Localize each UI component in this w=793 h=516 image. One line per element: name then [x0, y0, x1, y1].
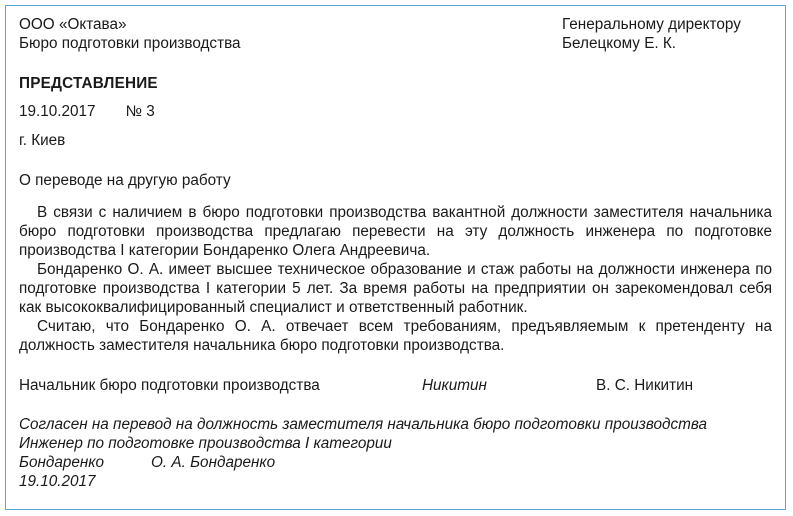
- body-paragraph: Бондаренко О. А. имеет высшее техническое образование и стаж работы на должности инженера по подготовке производства I категории 5 лет. За время работы на предприятии он зарекомендовал себя как высококвалифицированный специалист и ответственный работник.: [19, 261, 772, 316]
- sender-block: [19, 15, 399, 53]
- department-name: Бюро подготовки производства: [19, 35, 241, 52]
- consent-statement: Согласен на перевод на должность заместителя начальника бюро подготовки производства: [19, 416, 707, 433]
- signer-signature: Никитин: [422, 377, 487, 394]
- date-number-row: [19, 102, 155, 121]
- signature-row: [19, 376, 772, 395]
- addressee-name: Белецкому Е. К.: [562, 35, 677, 52]
- organization-name: ООО «Октава»: [19, 16, 127, 33]
- employee-signature: Бондаренко: [19, 454, 105, 471]
- body-paragraph: В связи с наличием в бюро подготовки производства вакантной должности заместителя начальника бюро подготовки производства предлагаю перевести на эту должность инженера по подготовке производства I категории Бондаренко Олега Андреевича.: [19, 204, 772, 259]
- document-number: № 3: [125, 103, 155, 120]
- employee-signature-row: [19, 453, 779, 472]
- signer-name: В. С. Никитин: [596, 377, 694, 394]
- document-type: ПРЕДСТАВЛЕНИЕ: [19, 75, 158, 92]
- document-subject: О переводе на другую работу: [19, 172, 231, 189]
- document-city: г. Киев: [19, 132, 66, 149]
- consent-block: [19, 415, 779, 491]
- document-body: [19, 203, 772, 355]
- consent-date: 19.10.2017: [19, 473, 96, 490]
- employee-position: Инженер по подготовке производства I категории: [19, 435, 392, 452]
- signer-position: Начальник бюро подготовки производства: [19, 377, 320, 394]
- employee-name: О. А. Бондаренко: [151, 454, 276, 471]
- addressee-block: [562, 15, 772, 53]
- body-paragraph: Считаю, что Бондаренко О. А. отвечает всем требованиям, предъявляемым к претенденту на должность заместителя начальника бюро подготовки производства.: [19, 318, 772, 354]
- document-date: 19.10.2017: [19, 103, 96, 120]
- addressee-position: Генеральному директору: [562, 16, 741, 33]
